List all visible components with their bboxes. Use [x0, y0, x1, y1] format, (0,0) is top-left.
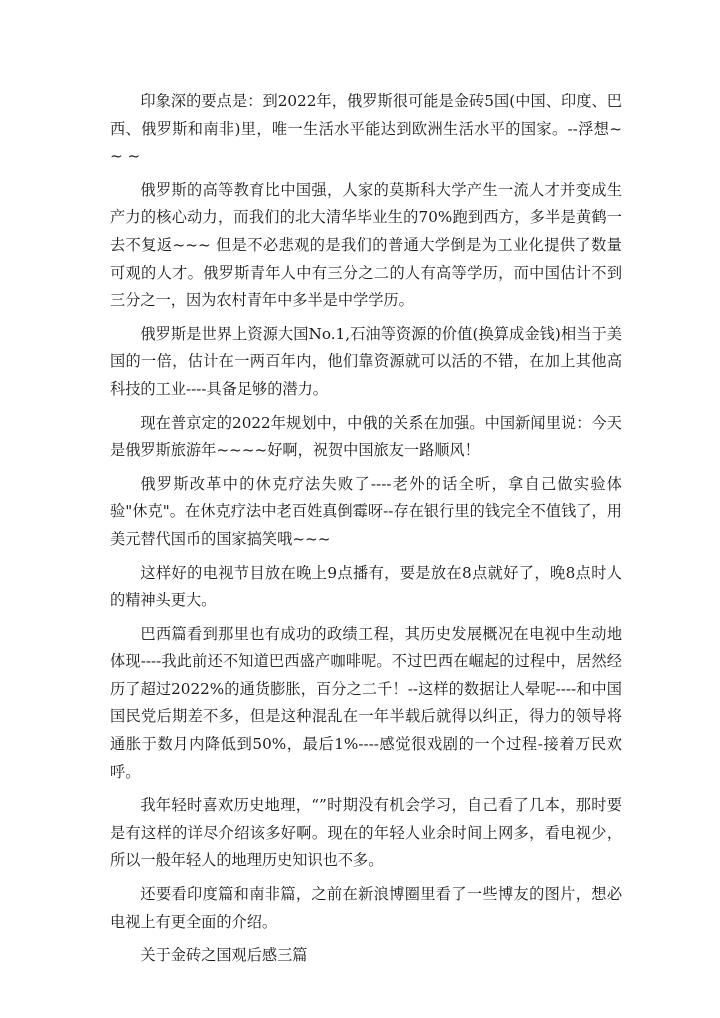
paragraph-brazil: 巴西篇看到那里也有成功的政绩工程，其历史发展概况在电视中生动地体现----我此前还不知道巴西盛产咖啡呢。不过巴西在崛起的过程中，居然经历了超过2022%的通货膨胀，百分之二千！--这样的数据让人晕呢----和中国国民党后期差不多，但是这种混乱在一年半载后就得以纠正，得力的领导将通胀于数月内降低到50%，最后1%----感觉很戏剧的一个过程-接着万民欢呼。	[110, 624, 622, 781]
paragraph-higher-education: 俄罗斯的高等教育比中国强，人家的莫斯科大学产生一流人才并变成生产力的核心动力，而我们的北大清华毕业生的70%跑到西方，多半是黄鹤一去不复返~~~ 但是不必悲观的是我们的普通大学倒是为工业化提供了数量可观的人才。俄罗斯青年人中有三分之二的人有高等学历，而中国估计不到三分之一，因为农村青年中多半是中学学历。	[110, 180, 622, 310]
paragraph-resources: 俄罗斯是世界上资源大国No.1,石油等资源的价值(换算成金钱)相当于美国的一倍，估计在一两百年内，他们靠资源就可以活的不错，在加上其他高科技的工业----具备足够的潜力。	[110, 324, 622, 398]
paragraph-shock-therapy: 俄罗斯改革中的休克疗法失败了----老外的话全听，拿自己做实验体验"休克"。在休克疗法中老百姓真倒霉呀--存在银行里的钱完全不值钱了，用美元替代国币的国家搞笑哦~~~	[110, 474, 622, 548]
paragraph-broadcast-time: 这样好的电视节目放在晚上9点播有，要是放在8点就好了，晚8点时人的精神头更大。	[110, 563, 622, 610]
paragraph-section-title: 关于金砖之国观后感三篇	[140, 946, 308, 965]
document-body	[110, 88, 622, 976]
paragraph-brics-key-point: 印象深的要点是：到2022年，俄罗斯很可能是金砖5国(中国、印度、巴西、俄罗斯和南非)里，唯一生活水平能达到欧洲生活水平的国家。--浮想~ ~ ~	[110, 92, 622, 166]
paragraph-history-geography: 我年轻时喜欢历史地理，“”时期没有机会学习，自己看了几本，那时要是有这样的详尽介绍该多好啊。现在的年轻人业余时间上网多，看电视少，所以一般年轻人的地理历史知识也不多。	[110, 796, 622, 870]
paragraph-2022-plan: 现在普京定的2022年规划中，中俄的关系在加强。中国新闻里说：今天是俄罗斯旅游年~~~~好啊，祝贺中国旅友一路顺风！	[110, 413, 622, 460]
paragraph-india-south-africa: 还要看印度篇和南非篇，之前在新浪博圈里看了一些博友的图片，想必电视上有更全面的介绍。	[110, 885, 622, 931]
